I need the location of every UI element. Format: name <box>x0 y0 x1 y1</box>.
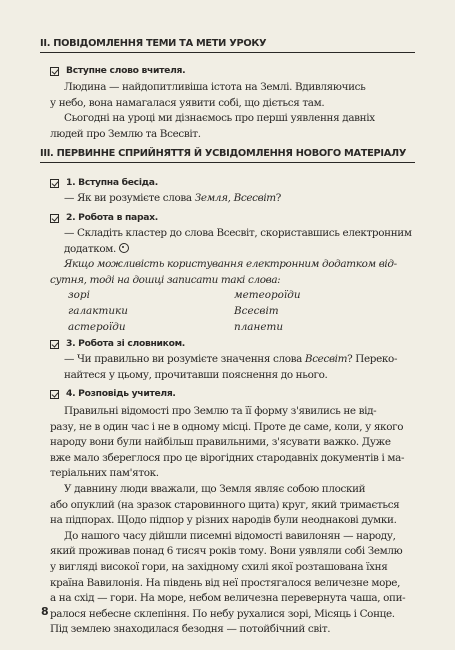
task3-line-text: — Чи правильно ви розумієте значення слова <box>64 353 305 365</box>
story-line: ралося небесне склепіння. По небу рухалися зорі, Місяць і Сонце. <box>50 607 395 620</box>
task1-heading-label: 1. Вступна бесіда. <box>66 177 158 188</box>
story-line: До нашого часу дійшли писемні відомості вавилонян — народу, <box>64 529 396 542</box>
story-line: або опуклий (на зразок старовинного щита) круг, який тримається <box>50 498 400 511</box>
task1-question-mark: ? <box>275 192 282 204</box>
task2-text <box>50 226 418 288</box>
task1-question-terms: Земля, Всесвіт <box>194 192 276 204</box>
section-3-heading: ІІІ. ПЕРВИННЕ СПРИЙНЯТТЯ Й УСВІДОМЛЕННЯ НОВОГО МАТЕРІАЛУ <box>40 147 415 163</box>
checkbox-icon <box>50 179 59 188</box>
story-line: Під землею знаходилася безодня — потойбічний світ. <box>50 623 331 636</box>
story-line: У давнину люди вважали, що Земля являє собою плоский <box>64 482 366 495</box>
task4-heading-label: 4. Розповідь учителя. <box>66 388 176 399</box>
task4-heading <box>50 388 176 400</box>
task2-line-text: додатком. <box>64 242 116 255</box>
task2-line: — Складіть кластер до слова Всесвіт, скориставшись електронним <box>64 227 412 239</box>
task3-heading <box>50 338 185 350</box>
task2-line <box>50 242 418 258</box>
word-item: метеороїди <box>234 289 301 301</box>
story-line: разу, не в один час і не в одному місці. Проте де саме, коли, у якого <box>50 420 404 433</box>
task2-note-line: сутня, тоді на дошці записати такі слова: <box>50 273 281 286</box>
checkbox-icon <box>50 214 59 223</box>
story-line: на підпорах. Щодо підпор у різних народів були неоднакові думки. <box>50 514 397 527</box>
task3-line: найтеся у цьому, прочитавши пояснення до нього. <box>64 368 328 381</box>
task1-heading <box>50 177 158 189</box>
story-line: Правильні відомості про Землю та її форму з'явились не від- <box>64 405 377 417</box>
electronic-app-icon <box>119 243 129 253</box>
task3-line <box>50 352 418 368</box>
intro-heading-label: Вступне слово вчителя. <box>66 65 186 76</box>
task2-heading <box>50 212 158 224</box>
word-item: планети <box>234 321 284 333</box>
story-line: країна Вавилонія. На південь від неї простягалося величезне море, <box>50 576 401 589</box>
word-item: зорі <box>68 289 90 301</box>
intro-heading <box>50 65 185 77</box>
intro-line: людей про Землю та Всесвіт. <box>50 127 201 140</box>
story-line: вже мало збереглося про це вірогідних стародавніх документів і ма- <box>50 451 405 464</box>
task4-text <box>50 404 418 638</box>
word-item: астероїди <box>68 321 126 333</box>
task1-question-text: — Як ви розумієте слова <box>64 192 195 204</box>
story-line: теріальних пам'яток. <box>50 467 159 480</box>
checkbox-icon <box>50 390 59 399</box>
word-item: Всесвіт <box>234 305 279 317</box>
story-line: народу вони були найбільш правильними, з'ясувати важко. Дуже <box>50 436 391 449</box>
checkbox-icon <box>50 67 59 76</box>
story-line: у вигляді високої гори, на західному схилі якої розташована їхня <box>50 560 388 573</box>
task2-heading-label: 2. Робота в парах. <box>66 212 158 223</box>
checkbox-icon <box>50 340 59 349</box>
intro-line: Людина — найдопитливіша істота на Землі. Вдивляючись <box>64 81 366 93</box>
intro-text <box>50 80 418 142</box>
story-line: а на схід — гори. На море, небом величезна перевернута чаша, опи- <box>50 592 406 605</box>
task3-text <box>50 352 418 383</box>
intro-line: Сьогодні на уроці ми дізнаємось про перші уявлення давніх <box>64 112 375 125</box>
story-line: який проживав понад 6 тисяч років тому. Вони уявляли собі Землю <box>50 545 403 558</box>
task3-line-suffix: ? Переко- <box>347 353 398 365</box>
task2-note-line: Якщо можливість користування електронним додатком від- <box>64 258 397 271</box>
task3-heading-label: 3. Робота зі словником. <box>66 338 185 349</box>
task1-question <box>50 191 418 207</box>
page-number: 8 <box>41 605 49 618</box>
task3-term: Всесвіт <box>304 353 348 365</box>
word-item: галактики <box>68 305 128 317</box>
task1-text <box>50 191 418 207</box>
intro-line: у небо, вона намагалася уявити собі, що діється там. <box>50 96 325 109</box>
section-2-heading: ІІ. ПОВІДОМЛЕННЯ ТЕМИ ТА МЕТИ УРОКУ <box>40 37 415 53</box>
